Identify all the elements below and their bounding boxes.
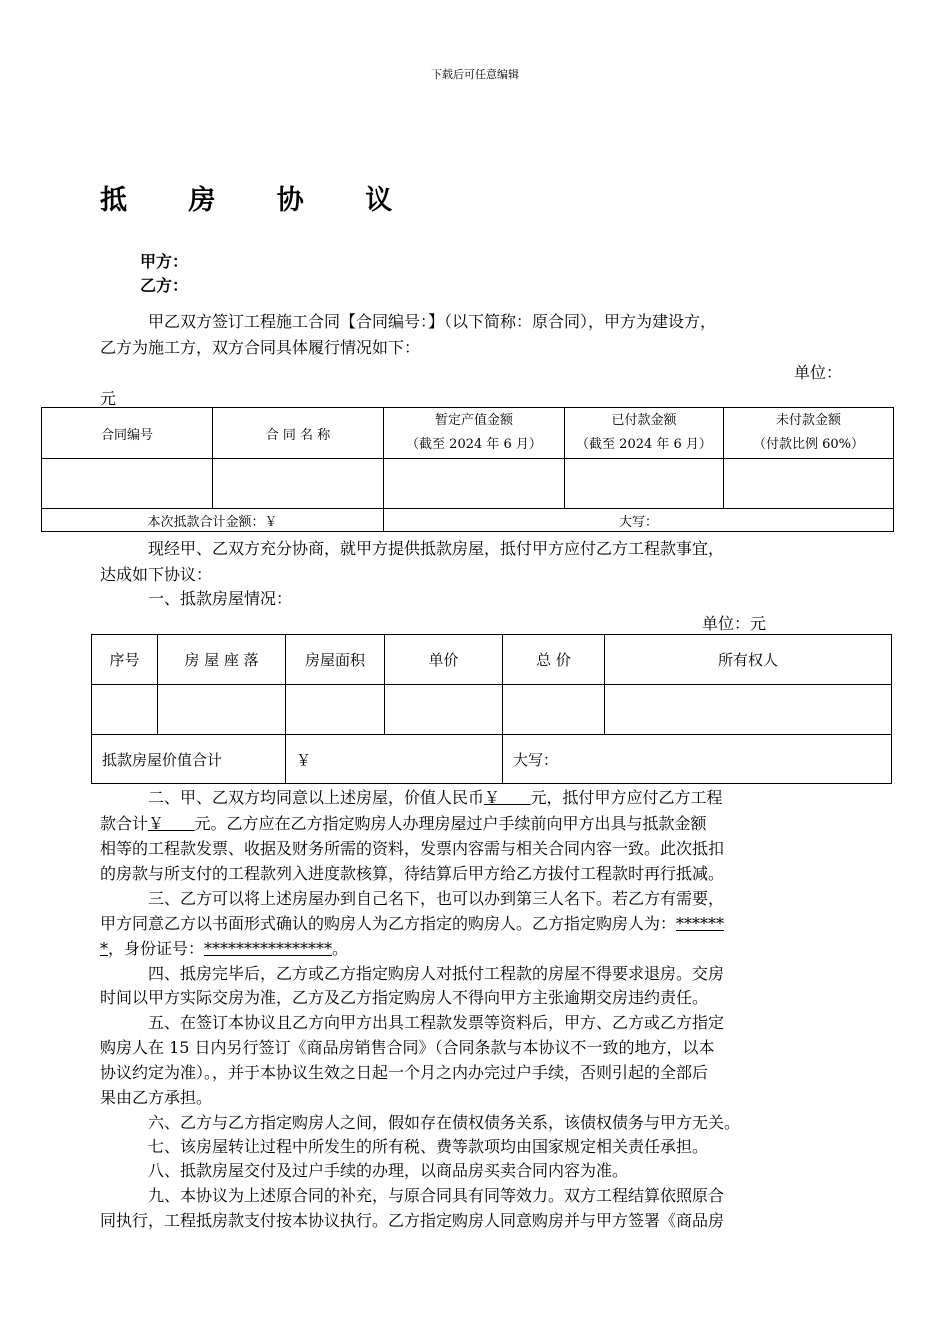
clause-5-line-3: 协议约定为准）。，并于本协议生效之日起一个月之内办完过户手续，否则引起的全部后 <box>100 1063 709 1082</box>
cell-contract-no <box>42 459 213 509</box>
party-a-label: 甲方： <box>140 252 189 271</box>
clause-3-line-1: 三、乙方可以将上述房屋办到自己名下，也可以办到第三人名下。若乙方有需要， <box>148 889 725 908</box>
header-unit-price: 单价 <box>385 635 503 685</box>
clause-3-end: 。 <box>332 939 349 958</box>
clause-9-line-2: 同执行，工程抵房款支付按本协议执行。乙方指定购房人同意购房并与甲方签署《商品房 <box>100 1211 725 1230</box>
total-offset-amount: 本次抵款合计金额：￥ <box>42 509 384 532</box>
intro-line-2: 乙方为施工方，双方合同具体履行情况如下： <box>100 338 421 357</box>
cell-total-price <box>503 685 605 735</box>
document-title: 抵 房 协 议 <box>100 185 419 216</box>
clause-2-amount-blank-2: ￥ <box>148 814 195 833</box>
cell-provisional-value <box>384 459 565 509</box>
intro-line-1: 甲乙双方签订工程施工合同【合同编号：】（以下简称：原合同），甲方为建设方， <box>148 312 717 331</box>
clause-5-line-4: 果由乙方承担。 <box>100 1088 213 1107</box>
consult-line-1: 现经甲、乙双方充分协商，就甲方提供抵款房屋，抵付甲方应付乙方工程款事宜， <box>148 539 725 558</box>
cell-unpaid-amount <box>724 459 894 509</box>
party-b-label: 乙方： <box>140 276 189 295</box>
header-unpaid-amount <box>724 408 894 459</box>
contract-table <box>41 407 894 532</box>
unit-label-a: 单位： <box>794 363 843 382</box>
clause-6: 六、乙方与乙方指定购房人之间，假如存在债权债务关系，该债权债务与甲方无关。 <box>148 1113 741 1132</box>
cell-location <box>158 685 286 735</box>
clause-4-line-1: 四、抵房完毕后，乙方或乙方指定购房人对抵付工程款的房屋不得要求退房。交房 <box>148 964 725 983</box>
clause-2-text-b: 元，抵付甲方应付乙方工程 <box>530 788 723 807</box>
header-paid-amount-main: 已付款金额 <box>611 413 677 428</box>
clause-2-line-3: 相等的工程款发票、收据及财务所需的资料，发票内容需与相关合同内容一致。此次抵扣 <box>100 839 725 858</box>
clause-9-line-1: 九、本协议为上述原合同的补充，与原合同具有同等效力。双方工程结算依照原合 <box>148 1186 725 1205</box>
clause-2-text-d: 元。乙方应在乙方指定购房人办理房屋过户手续前向甲方出具与抵款金额 <box>194 814 707 833</box>
clause-2-text-a: 二、甲、乙双方均同意以上述房屋，价值人民币 <box>148 788 485 807</box>
property-sum-daxie: 大写： <box>503 735 892 784</box>
header-provisional-value-main: 暂定产值金额 <box>434 413 513 428</box>
cell-seq <box>92 685 158 735</box>
total-offset-daxie: 大写： <box>384 509 894 532</box>
cell-area <box>286 685 385 735</box>
clause-3-line-2 <box>100 911 724 937</box>
header-unpaid-amount-sub: （付款比例 60%） <box>752 437 865 452</box>
clause-2-line-2 <box>100 811 707 837</box>
clause-4-line-2: 时间以甲方实际交房为准，乙方及乙方指定购房人不得向甲方主张逾期交房违约责任。 <box>100 988 709 1007</box>
header-seq: 序号 <box>92 635 158 685</box>
clause-8: 八、抵款房屋交付及过户手续的办理，以商品房买卖合同内容为准。 <box>148 1161 629 1180</box>
header-total-price: 总 价 <box>503 635 605 685</box>
property-table <box>91 634 892 784</box>
clause-3-buyer-blank-cont: * <box>100 939 108 958</box>
clause-5-line-1: 五、在签订本协议且乙方向甲方出具工程款发票等资料后，甲方、乙方或乙方指定 <box>148 1013 725 1032</box>
header-provisional-value <box>384 408 565 459</box>
property-sum-label: 抵款房屋价值合计 <box>92 735 286 784</box>
header-area: 房屋面积 <box>286 635 385 685</box>
clause-3-id-blank: **************** <box>204 939 333 958</box>
cell-paid-amount <box>565 459 724 509</box>
clause-3-line-3 <box>100 936 348 962</box>
cell-unit-price <box>385 685 503 735</box>
clause-3-buyer-blank: ****** <box>676 914 725 933</box>
property-sum-yen: ￥ <box>286 735 503 784</box>
section-1-heading: 一、抵款房屋情况： <box>148 589 293 608</box>
unit-label-b: 单位：元 <box>702 614 767 633</box>
clause-2-amount-blank-1: ￥ <box>484 788 531 807</box>
clause-2-line-4: 的房款与所支付的工程款列入进度款核算，待结算后甲方给乙方拔付工程款时再行抵减。 <box>100 864 725 883</box>
header-contract-name: 合 同 名 称 <box>213 408 384 459</box>
header-note: 下载后可任意编辑 <box>431 68 519 81</box>
clause-2-text-c: 款合计 <box>100 814 149 833</box>
unit-label-a-yuan: 元 <box>100 389 117 408</box>
consult-line-2: 达成如下协议： <box>100 565 213 584</box>
clause-3-id-label: ，身份证号： <box>108 939 205 958</box>
clause-7: 七、该房屋转让过程中所发生的所有税、费等款项均由国家规定相关责任承担。 <box>148 1137 709 1156</box>
clause-3-text-a: 甲方同意乙方以书面形式确认的购房人为乙方指定的购房人。乙方指定购房人为： <box>100 914 677 933</box>
header-unpaid-amount-main: 未付款金额 <box>775 413 841 428</box>
cell-contract-name <box>213 459 384 509</box>
header-owner: 所有权人 <box>605 635 892 685</box>
header-paid-amount-sub: （截至 2024 年 6 月） <box>576 437 712 452</box>
header-provisional-value-sub: （截至 2024 年 6 月） <box>406 437 542 452</box>
clause-2-line-1 <box>148 785 723 811</box>
header-paid-amount <box>565 408 724 459</box>
header-contract-no: 合同编号 <box>42 408 213 459</box>
cell-owner <box>605 685 892 735</box>
header-location: 房 屋 座 落 <box>158 635 286 685</box>
clause-5-line-2: 购房人在 15 日内另行签订《商品房销售合同》（合同条款与本协议不一致的地方，以本 <box>100 1038 715 1057</box>
